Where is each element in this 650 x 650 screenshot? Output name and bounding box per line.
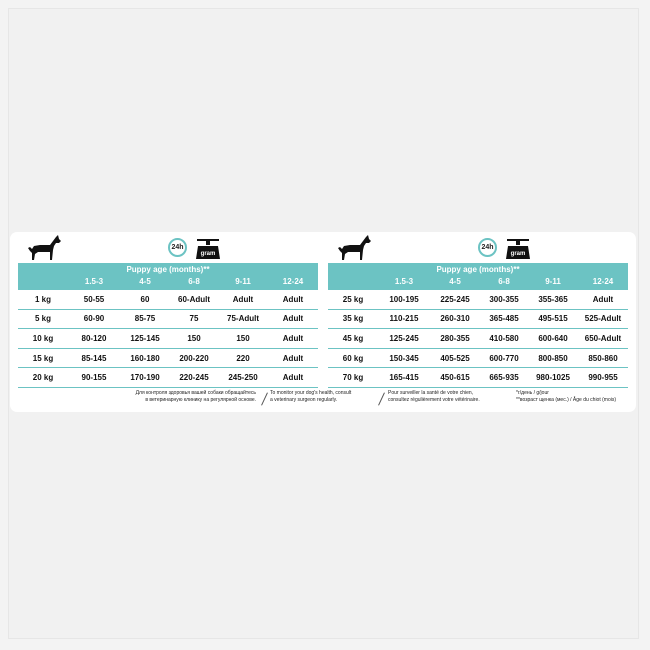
table-row <box>18 310 318 330</box>
table-header <box>328 263 628 290</box>
table-cell: 125-145 <box>130 333 160 343</box>
weight-cell: 20 kg <box>32 373 54 383</box>
table-cell: 495-515 <box>538 314 568 324</box>
table-cell: 170-190 <box>130 373 160 383</box>
weight-cell: 70 kg <box>342 373 364 383</box>
table-cell: 150-345 <box>389 353 419 363</box>
table-cell: Adult <box>592 294 614 304</box>
table-row <box>328 290 628 310</box>
feeding-guide-card <box>10 232 636 412</box>
table-cell: 60-90 <box>83 314 105 324</box>
table-cell: 800-850 <box>538 353 568 363</box>
table-cell: 85-75 <box>134 314 156 324</box>
weight-cell: 60 kg <box>342 353 364 363</box>
feeding-table <box>328 263 628 388</box>
24h-clock-icon: 24h <box>168 238 187 257</box>
footer-note-fr <box>388 390 508 403</box>
weight-cell: 1 kg <box>34 294 51 304</box>
table-cell: 245-250 <box>228 373 258 383</box>
table-cell: 110-215 <box>389 314 419 324</box>
footer-text: **возраст щенка (мес.) / Âge du chiot (mois) <box>516 396 616 403</box>
table-cell: 60-Adult <box>178 294 210 304</box>
table-cell: 650-Adult <box>584 333 622 343</box>
table-cell: Adult <box>282 373 304 383</box>
table-cell: 75 <box>189 314 199 324</box>
column-header: 6-8 <box>498 277 510 286</box>
footer-note-ru <box>116 390 256 403</box>
puppy-age-title: Puppy age (months)** <box>436 265 520 274</box>
table-cell: 160-180 <box>130 353 160 363</box>
table-cell: 850-860 <box>588 353 618 363</box>
weight-cell: 45 kg <box>342 333 364 343</box>
footer-text: *г/день / g/jour <box>516 390 549 396</box>
footer-text: Pour surveiller la santé de votre chien, <box>388 390 474 396</box>
column-header: 1.5-3 <box>84 277 104 286</box>
table-row <box>18 290 318 310</box>
dog-silhouette-icon <box>336 234 372 262</box>
table-cell: 300-355 <box>489 294 519 304</box>
table-cell: 100-195 <box>389 294 419 304</box>
table-cell: 80-120 <box>81 333 107 343</box>
weight-cell: 5 kg <box>34 314 51 324</box>
dog-silhouette-icon <box>26 234 62 262</box>
divider-slash <box>261 392 268 405</box>
footer-text: consultez régulièrement votre vétérinaire. <box>388 396 480 403</box>
table-cell: 200-220 <box>179 353 209 363</box>
feeding-table-panel-small <box>18 232 318 382</box>
column-header: 4-5 <box>449 277 461 286</box>
weight-cell: 15 kg <box>32 353 54 363</box>
table-row <box>328 310 628 330</box>
table-cell: 600-640 <box>538 333 568 343</box>
table-row <box>18 368 318 388</box>
table-cell: Adult <box>282 333 304 343</box>
table-cell: 525-Adult <box>584 314 622 324</box>
table-row <box>18 349 318 369</box>
table-row <box>18 329 318 349</box>
table-cell: 600-770 <box>489 353 519 363</box>
weight-cell: 10 kg <box>32 333 54 343</box>
table-cell: 410-580 <box>489 333 519 343</box>
footer-text: Для контроля здоровья вашей собаки обращайтесь <box>135 390 256 396</box>
table-cell: 150 <box>236 333 250 343</box>
table-cell: 405-525 <box>440 353 470 363</box>
24h-clock-icon: 24h <box>478 238 497 257</box>
column-header: 9-11 <box>235 277 251 286</box>
table-cell: 990-955 <box>588 373 618 383</box>
table-cell: 85-145 <box>81 353 107 363</box>
table-cell: 125-245 <box>389 333 419 343</box>
feeding-table-panel-large <box>328 232 628 382</box>
table-cell: 220 <box>236 353 250 363</box>
column-header: 4-5 <box>139 277 151 286</box>
table-cell: 165-415 <box>389 373 419 383</box>
table-cell: 150 <box>187 333 201 343</box>
table-header <box>18 263 318 290</box>
weight-cell: 25 kg <box>342 294 364 304</box>
scale-gram-icon <box>193 236 223 260</box>
table-row <box>328 349 628 369</box>
column-header: 6-8 <box>188 277 200 286</box>
table-cell: 365-485 <box>489 314 519 324</box>
scale-gram-label: gram <box>200 251 216 257</box>
column-header: 9-11 <box>545 277 561 286</box>
footer-text: To monitor your dog's health, consult <box>270 390 352 396</box>
column-header: 12-24 <box>282 277 304 286</box>
scale-gram-icon <box>503 236 533 260</box>
table-cell: 225-245 <box>440 294 470 304</box>
table-cell: Adult <box>282 314 304 324</box>
table-cell: 60 <box>140 294 150 304</box>
table-cell: 980-1025 <box>536 373 570 383</box>
footer-text: в ветеринарную клинику на регулярной основе. <box>145 396 256 403</box>
scale-gram-label: gram <box>510 251 526 257</box>
weight-cell: 35 kg <box>342 314 364 324</box>
table-cell: 355-365 <box>538 294 568 304</box>
table-cell: 75-Adult <box>227 314 259 324</box>
table-cell: 280-355 <box>440 333 470 343</box>
table-cell: 90-155 <box>81 373 107 383</box>
footer-note-en <box>270 390 380 403</box>
table-cell: Adult <box>282 294 304 304</box>
table-cell: 665-935 <box>489 373 519 383</box>
table-cell: Adult <box>282 353 304 363</box>
table-row <box>328 329 628 349</box>
feeding-table <box>18 263 318 388</box>
column-header: 12-24 <box>592 277 614 286</box>
puppy-age-title: Puppy age (months)** <box>126 265 210 274</box>
table-cell: 50-55 <box>83 294 105 304</box>
table-cell: 220-245 <box>179 373 209 383</box>
column-header: 1.5-3 <box>394 277 414 286</box>
table-row <box>328 368 628 388</box>
table-cell: 260-310 <box>440 314 470 324</box>
table-cell: 450-615 <box>440 373 470 383</box>
footer-text: a veterinary surgeon regularly. <box>270 396 338 403</box>
footer-note-legend <box>516 390 634 403</box>
table-cell: Adult <box>232 294 254 304</box>
